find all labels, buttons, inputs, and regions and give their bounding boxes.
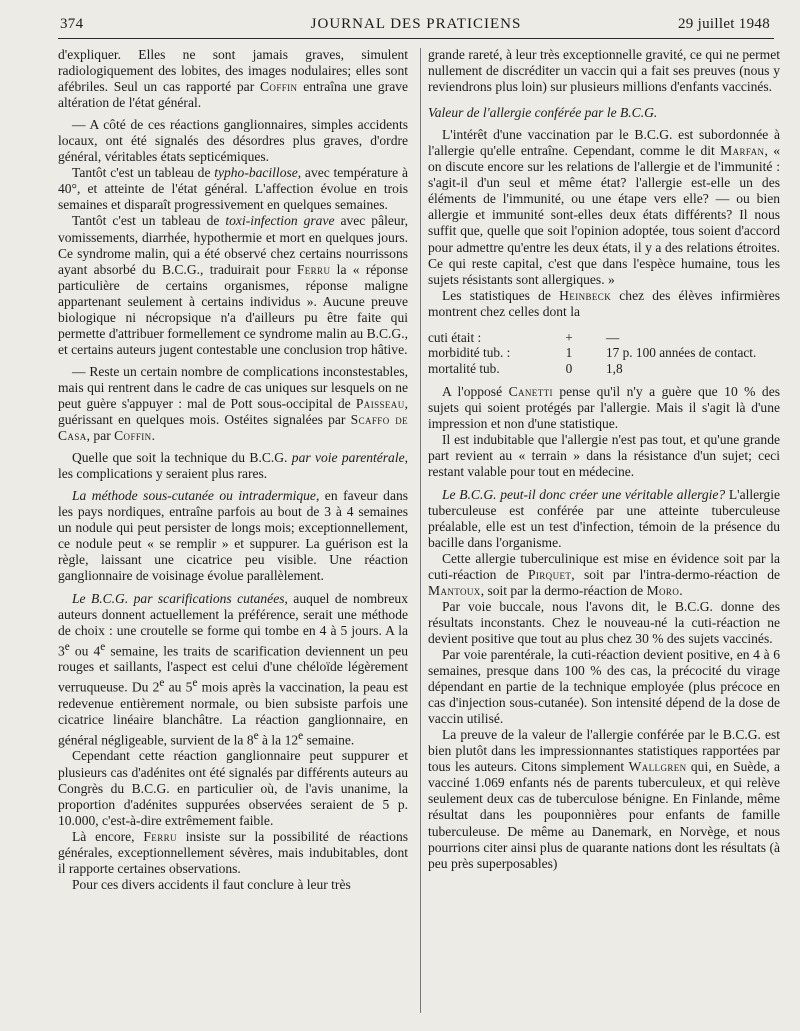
author-name: Ferru — [143, 828, 177, 844]
paragraph: L'intérêt d'une vaccination par le B.C.G. est subordonnée à l'allergie qu'elle entraîne. Cependant, comme le dit Marfan, « on discute encore sur les relations de l'allergie et de l'immunité : s'agit-il d'un seul et même état? l'allergie est-elle un des éléments de l'immunité, ou une étape vers elle? — ou bien allergie et immunité sont-elles deux états différents? Il nous suffit que, quelle que soit l'opinion adoptée, tous soient d'accord pour admettre qu'entre les deux états, il y a des relations étroites. Ce qui reste capital, c'est que dans l'espèce humaine, tous les sujets résistants sont allergiques. » — [428, 127, 781, 287]
paragraph: d'expliquer. Elles ne sont jamais graves, simulent radiologiquement des lobites, des images nodulaires; elles sont afébriles. Seul un cas rapporté par Coffin entraîna une grave altération de l'état général. — [58, 47, 409, 111]
statistics-table — [428, 330, 756, 377]
author-name: Canetti — [508, 384, 553, 400]
paragraph: grande rareté, à leur très exceptionnelle gravité, ce qui ne permet nullement de discréditer un vaccin qui a fait ses preuves (nous y reviendrons plus loin) sur plusieurs millions d'enfants vaccinés. — [428, 47, 780, 95]
author-name: Paisseau — [355, 395, 405, 411]
left-column — [58, 47, 408, 893]
table-row: morbidité tub. : 1 17 p. 100 années de contact. — [428, 345, 757, 361]
issue-date: 29 juillet 1948 — [678, 16, 770, 32]
paragraph: Par voie buccale, nous l'avons dit, le B.C.G. donne des résultats inconstants. Chez le nouveau-né la cuti-réaction ne devient positive que tout au plus chez 30 % des sujets vaccinés. — [428, 598, 780, 646]
paragraph: Le B.C.G. par scarifications cutanées, auquel de nombreux auteurs donnent actuellement la préférence, serait une méthode de choix : une croutelle se forme qui tombe en 4 à 5 jours. A la 3e ou 4e semaine, les traits de scarification deviennent un peu rouges et saillants, l'aspect est celui d'une chéloïde légèrement verruqueuse. Du 2e au 5e mois après la vaccination, la peau est redevenue entièrement normale, ou bien subsiste parfois une cicatrice linéaire blanchâtre. La réaction ganglionnaire, en général négligeable, survient de la 8e à la 12e semaine. — [58, 590, 409, 748]
author-name: Scaffo de Casa — [58, 412, 408, 444]
journal-title: JOURNAL DES PRATICIENS — [310, 16, 522, 32]
paragraph: Quelle que soit la technique du B.C.G. par voie parentérale, les complications y seraient plus rares. — [58, 450, 408, 482]
author-name: Pirquet — [527, 566, 572, 582]
paragraph: Cependant cette réaction ganglionnaire peut suppurer et plusieurs cas d'adénites ont été signalés par différents auteurs au Congrès du B.C.G. en particulier où, de l'avis unanime, la proportion d'adénites suppurées observées seraient de 5 p. 10.000, c'est-à-dire extrêmement faible. — [58, 748, 408, 828]
section-heading: Valeur de l'allergie conférée par le B.C.G. — [428, 105, 658, 121]
paragraph: Pour ces divers accidents il faut conclure à leur très — [72, 876, 351, 892]
paragraph: Par voie parentérale, la cuti-réaction devient positive, en 4 à 6 semaines, presque dans 100 % des cas, la précocité du virage dépendant en partie de la technique employée (plus précoce en cas d'injection sous-cutanée). Son intensité dépend de la dose de vaccin utilisé. — [428, 647, 780, 727]
paragraph: A l'opposé Canetti pense qu'il n'y a guère que 10 % des sujets qui soient protégés par l'allergie. Mais il s'agit là d'une impression et non d'une statistique. — [428, 384, 780, 432]
right-column — [428, 47, 780, 872]
paragraph: Le B.C.G. peut-il donc créer une véritable allergie? L'allergie tuberculeuse est conférée par une atteinte tuberculeuse préalable, elle est un test d'infection, témoin de la présence du bacille dans l'organisme. — [428, 486, 780, 550]
author-name: Ferru — [296, 261, 331, 277]
page-number: 374 — [60, 16, 84, 32]
author-name: Heinbeck — [559, 287, 612, 303]
author-name: Coffin — [114, 428, 152, 444]
paragraph: Il est indubitable que l'allergie n'est pas tout, et qu'une grande part revient au « terrain » dans la résistance d'un sujet; ceci restant valable pour tout en médecine. — [428, 432, 780, 480]
author-name: Mantoux — [428, 582, 481, 598]
paragraph: — A côté de ces réactions ganglionnaires, simples accidents locaux, ont été signalés des désordres plus graves, d'ordre général, véritables états septicémiques. — [58, 117, 408, 165]
paragraph: Tantôt c'est un tableau de toxi-infection grave avec pâleur, vomissements, diarrhée, hypothermie et mort en quelques jours. Ce syndrome malin, qui a été observé chez certains nourrissons ayant absorbé du B.C.G., traduirait pour Ferru la « réponse particulière de certains organismes, réponse maligne appartenant seulement à certains individus ». Aucune preuve biologique ni nécropsique n'a d'ailleurs pu être faite qui permette d'attribuer formellement ce syndrome malin au B.C.G., et certains auteurs jugent contestable une conclusion trop hâtive. — [58, 213, 408, 357]
author-name: Coffin — [259, 79, 298, 95]
table-row: cuti était : + — — [428, 329, 620, 345]
page-header — [58, 12, 774, 39]
author-name: Marfan — [720, 143, 765, 159]
paragraph: Les statistiques de Heinbeck chez des élèves infirmières montrent chez celles dont la — [428, 287, 781, 319]
author-name: Moro — [646, 582, 680, 598]
column-divider — [420, 48, 421, 1013]
paragraph: Là encore, Ferru insiste sur la possibilité de réactions générales, exceptionnellement sévères, mais indubitables, dont il rapporte certaines observations. — [58, 828, 408, 876]
paragraph: — Reste un certain nombre de complications inconstestables, mais qui rentrent dans le cadre de cas uniques sur lesquels on ne peut guère s'appuyer : mal de Pott sous-occipital de Paisseau, guérissant en quelques mois. Ostéites signalées par Scaffo de Casa, par Coffin. — [58, 363, 408, 444]
paragraph: Tantôt c'est un tableau de typho-bacillose, avec température à 40°, et atteinte de l'état général. L'affection évolue en trois semaines et disparaît progressivement en quelques semaines. — [58, 165, 408, 213]
author-name: Wallgren — [628, 759, 687, 775]
table-row: mortalité tub. 0 1,8 — [428, 360, 623, 376]
paragraph: La preuve de la valeur de l'allergie conférée par le B.C.G. est bien plutôt dans les impressionnantes statistiques rapportées par tous les auteurs. Citons simplement Wallgren qui, en Suède, a vacciné 1.069 enfants nés de parents tuberculeux, et qui relève seulement deux cas de tuberculose bénigne. En Finlande, même résultat dans les pouponnières pour enfants de famille tuberculeuse. De même au Danemark, en Norvège, et nous pourrions citer ainsi plus de quarante nations dont les résultats (à peu près superposables) — [428, 727, 780, 871]
paragraph: La méthode sous-cutanée ou intradermique, en faveur dans les pays nordiques, entraîne parfois au bout de 3 à 4 semaines un nodule qui peut persister de longs mois; exceptionnellement, ce nodule peut « se remplir » et suppurer. La guérison est la règle, laissant une cicatrice peu visible. Une réaction ganglionnaire de voisinage évolue parallèlement. — [58, 488, 408, 584]
paragraph: Cette allergie tuberculinique est mise en évidence soit par la cuti-réaction de Pirquet, soit par l'intra-dermo-réaction de Mantoux, soit par la dermo-réaction de Moro. — [428, 550, 780, 598]
